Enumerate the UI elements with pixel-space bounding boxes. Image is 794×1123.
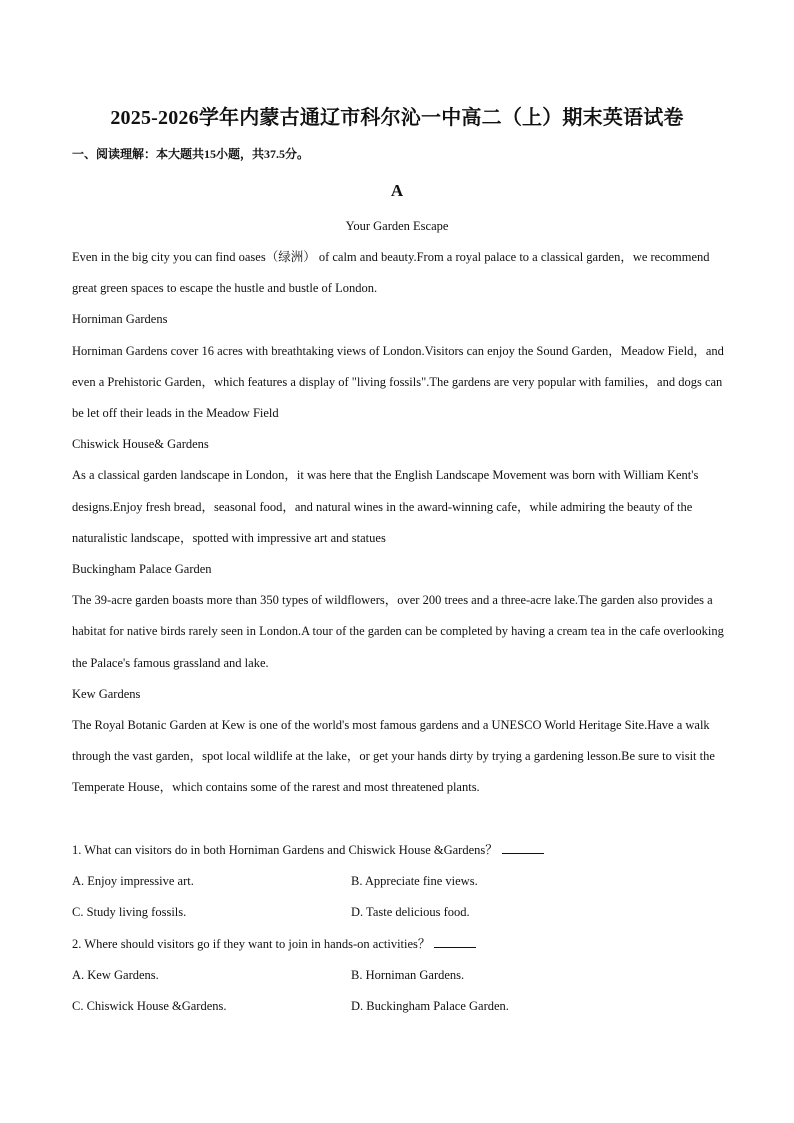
question-1-option-c[interactable]: C. Study living fossils. [72, 905, 187, 920]
question-1-option-b[interactable]: B. Appreciate fine views. [351, 874, 478, 889]
garden-name-horniman: Horniman Gardens [72, 312, 168, 327]
question-2 [72, 929, 724, 960]
answer-blank-2[interactable] [434, 933, 476, 948]
question-1-option-d[interactable]: D. Taste delicious food. [351, 905, 470, 920]
question-2-option-a[interactable]: A. Kew Gardens. [72, 967, 159, 982]
section-heading: 一、阅读理解：本大题共15小题，共37.5分。 [72, 147, 310, 161]
garden-name-kew: Kew Gardens [72, 686, 141, 701]
question-1-options-row-1 [72, 866, 724, 897]
question-list [72, 835, 724, 1022]
garden-text-horniman: Horniman Gardens cover 16 acres with breathtaking views of London.Visitors can enjoy the Sound Garden，Meadow Field，and even a Prehistoric Garden，which features a display of "living fossils".The gardens are very popular with families，and dogs can be let off their leads in the Meadow Field [72, 343, 724, 421]
garden-name-buckingham: Buckingham Palace Garden [72, 562, 212, 577]
exam-title: 2025-2026学年内蒙古通辽市科尔沁一中高二（上）期末英语试卷 [110, 107, 684, 129]
question-2-options-row-2 [72, 991, 724, 1022]
passage-part-label: A [390, 181, 404, 200]
question-2-option-b[interactable]: B. Horniman Gardens. [351, 967, 465, 982]
passage-body [72, 242, 724, 804]
question-1-stem: 1. What can visitors do in both Horniman Gardens and Chiswick House &Gardens？ [72, 843, 498, 857]
question-1 [72, 835, 724, 866]
question-2-option-c[interactable]: C. Chiswick House &Gardens. [72, 999, 227, 1014]
garden-text-kew: The Royal Botanic Garden at Kew is one of the world's most famous gardens and a UNESCO World Heritage Site.Have a walk through the vast garden，spot local wildlife at the lake，or get your hands dirty by trying a gardening lesson.Be sure to visit the Temperate House，which contains some of the rarest and most threatened plants. [72, 718, 715, 795]
question-1-options-row-2 [72, 897, 724, 928]
garden-text-buckingham: The 39-acre garden boasts more than 350 types of wildflowers，over 200 trees and a three-acre lake.The garden also provides a habitat for native birds rarely seen in London.A tour of the garden can be completed by having a cream tea in the cafe overlooking the Palace's famous grassland and lake. [72, 593, 724, 670]
garden-text-chiswick: As a classical garden landscape in London，it was here that the English Landscape Movement was born with William Kent's designs.Enjoy fresh bread，seasonal food，and natural wines in the award-winning cafe，while admiring the beauty of the naturalistic landscape，spotted with impressive art and statues [72, 468, 699, 545]
question-2-stem: 2. Where should visitors go if they want to join in hands-on activities？ [72, 936, 431, 951]
question-2-options-row-1 [72, 960, 724, 991]
question-1-option-a[interactable]: A. Enjoy impressive art. [72, 874, 194, 889]
passage-title: Your Garden Escape [345, 219, 449, 233]
passage-intro: Even in the big city you can find oases（绿洲） of calm and beauty.From a royal palace to a classical garden，we recommend great green spaces to escape the hustle and bustle of London. [72, 250, 710, 296]
garden-name-chiswick: Chiswick House& Gardens [72, 437, 209, 452]
answer-blank-1[interactable] [502, 839, 544, 854]
question-2-option-d[interactable]: D. Buckingham Palace Garden. [351, 999, 509, 1014]
